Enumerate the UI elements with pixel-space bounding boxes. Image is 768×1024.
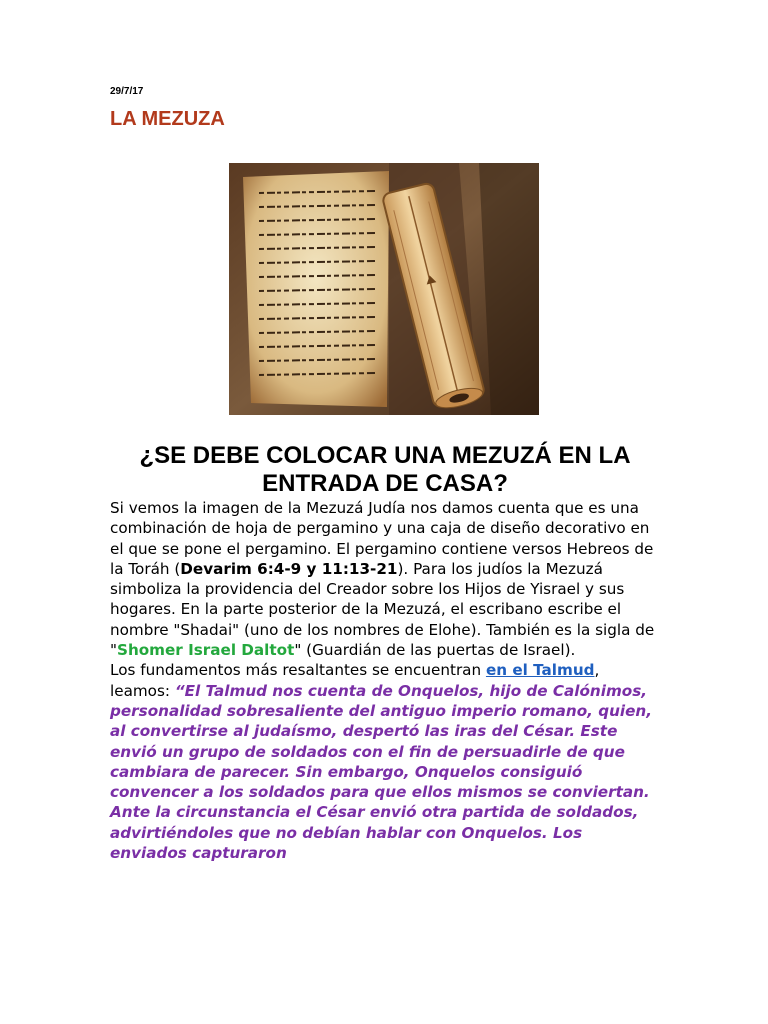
mezuza-image: [229, 163, 539, 415]
paragraph-1-text-b: ). Para los judíos la Mezuzá simboliza la providencia del Creador sobre los Hijos de Yisrael y sus hogares. En la parte posterior de la Mezuzá, el escribano escribe el nombre "Shadai" (uno de los nombres de Elohe). También es la sigla de ": [110, 559, 655, 660]
paragraph-2-text-b: , leamos:: [110, 661, 600, 700]
paragraph-2: [110, 660, 662, 863]
article-body: [110, 498, 662, 863]
article-heading: ¿SE DEBE COLOCAR UNA MEZUZÁ EN LA ENTRADA DE CASA?: [139, 442, 631, 497]
paragraph-1-text-c: " (Guardián de las puertas de Israel).: [294, 641, 576, 660]
talmud-link[interactable]: en el Talmud: [485, 661, 595, 680]
shadai-acronym: Shomer Israel Daltot: [117, 641, 295, 660]
paragraph-1-text-a: Si vemos la imagen de la Mezuzá Judía nos damos cuenta que es una combinación de hoja de pergamino y una caja de diseño decorativo en el que se pone el pergamino. El pergamino contiene versos Hebreos de la Toráh (: [110, 499, 654, 578]
post-title: LA MEZUZA: [110, 108, 225, 130]
post-date: 29/7/17: [110, 86, 144, 97]
paragraph-1: [110, 498, 662, 660]
mezuza-illustration: [229, 163, 539, 415]
talmud-quote: “El Talmud nos cuenta de Onquelos, hijo de Calónimos, personalidad sobresaliente del antiguo imperio romano, quien, al convertirse al judaísmo, despertó las iras del César. Este envió un grupo de soldados con el fin de persuadirle de que cambiara de parecer. Sin embargo, Onquelos consiguió convencer a los soldados para que ellos mismos se conviertan. Ante la circunstancia el César envió otra partida de soldados, advirtiéndoles que no debían hablar con Onquelos. Los enviados capturaron: [110, 681, 652, 863]
paragraph-2-text-a: Los fundamentos más resaltantes se encuentran: [110, 661, 486, 680]
torah-reference: Devarim 6:4-9 y 11:13-21: [180, 559, 398, 578]
